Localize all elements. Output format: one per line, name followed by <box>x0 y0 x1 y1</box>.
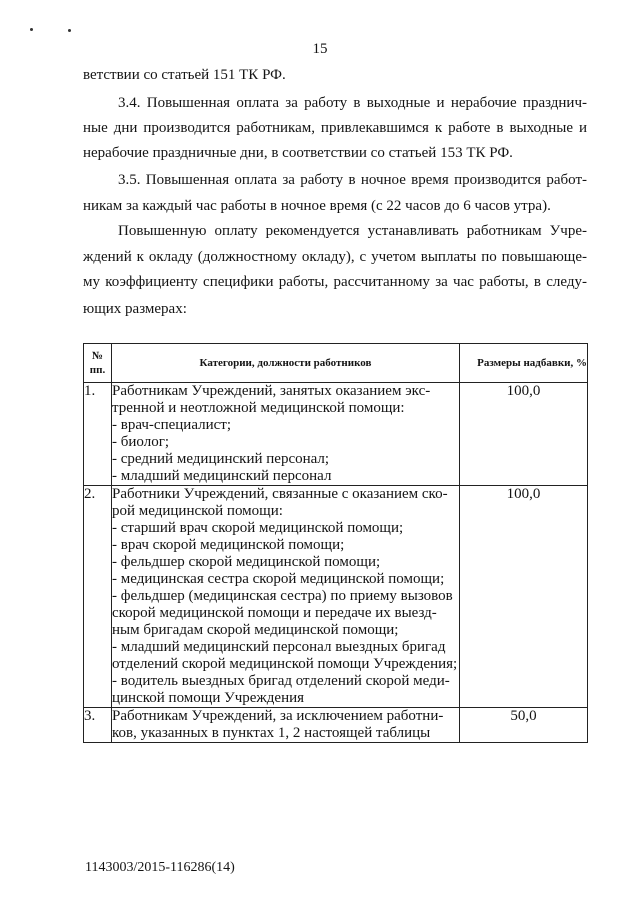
category-line: ным бригадам скорой медицинской помощи; <box>112 622 399 638</box>
row-category <box>112 486 460 708</box>
category-line: - средний медицинский персонал; <box>112 451 330 467</box>
table-header-row <box>84 344 588 383</box>
category-line: - врач скорой медицинской помощи; <box>112 537 345 553</box>
category-line: - фельдшер (медицинская сестра) по приему вызовов <box>112 588 453 604</box>
paragraph-line: нерабочие праздничные дни, в соответствии со статьей 153 ТК РФ. <box>83 145 513 161</box>
category-line: - старший врач скорой медицинской помощи; <box>112 520 404 536</box>
paragraph-line: Повышенную оплату рекомендуется устанавливать работникам Учре- <box>118 223 587 239</box>
scan-speck <box>68 29 71 32</box>
category-line: тренной и неотложной медицинской помощи: <box>112 400 405 416</box>
category-line: - водитель выездных бригад отделений скорой меди- <box>112 673 450 689</box>
header-category: Категории, должности работников <box>112 344 460 383</box>
paragraph-line: ветствии со статьей 151 ТК РФ. <box>83 67 286 83</box>
allowance-table <box>83 343 588 743</box>
category-line: скорой медицинской помощи и передаче их выезд- <box>112 605 437 621</box>
row-allowance: 50,0 <box>460 708 588 743</box>
category-line: - младший медицинский персонал <box>112 468 332 484</box>
document-code: 1143003/2015-116286(14) <box>85 860 235 875</box>
category-line: Работники Учреждений, связанные с оказанием ско- <box>112 486 448 502</box>
page-number: 15 <box>312 41 328 57</box>
row-number: 1. <box>84 383 112 486</box>
category-line: Работникам Учреждений, за исключением работни- <box>112 708 444 724</box>
category-line: ков, указанных в пунктах 1, 2 настоящей таблицы <box>112 725 431 741</box>
category-line: Работникам Учреждений, занятых оказанием экс- <box>112 383 431 399</box>
paragraph-line: му коэффициенту специфики работы, рассчитанному за час работы, в следу- <box>83 274 587 290</box>
category-line: рой медицинской помощи: <box>112 503 283 519</box>
row-number: 2. <box>84 486 112 708</box>
paragraph-line: 3.5. Повышенная оплата за работу в ночное время производится работ- <box>118 172 587 188</box>
table-row <box>84 708 588 743</box>
category-line: - фельдшер скорой медицинской помощи; <box>112 554 381 570</box>
header-number: № пп. <box>84 344 112 383</box>
paragraph-line: ждений к окладу (должностному окладу), с учетом выплаты по повышающе- <box>83 249 587 265</box>
scan-speck <box>30 28 33 31</box>
paragraph-line: никам за каждый час работы в ночное время (с 22 часов до 6 часов утра). <box>83 198 551 214</box>
row-number: 3. <box>84 708 112 743</box>
category-line: - биолог; <box>112 434 170 450</box>
row-category <box>112 383 460 486</box>
row-allowance: 100,0 <box>460 383 588 486</box>
category-line: - младший медицинский персонал выездных бригад <box>112 639 446 655</box>
paragraph-line: ющих размерах: <box>83 301 187 317</box>
category-line: - врач-специалист; <box>112 417 232 433</box>
header-allowance: Размеры надбавки, % <box>460 344 588 383</box>
paragraph-line: 3.4. Повышенная оплата за работу в выходные и нерабочие празднич- <box>118 95 587 111</box>
category-line: отделений скорой медицинской помощи Учреждения; <box>112 656 458 672</box>
category-line: - медицинская сестра скорой медицинской помощи; <box>112 571 445 587</box>
table-row <box>84 486 588 708</box>
category-line: цинской помощи Учреждения <box>112 690 305 706</box>
table-row <box>84 383 588 486</box>
row-allowance: 100,0 <box>460 486 588 708</box>
row-category <box>112 708 460 743</box>
paragraph-line: ные дни производится работникам, привлекавшимся к работе в выходные и <box>83 120 587 136</box>
